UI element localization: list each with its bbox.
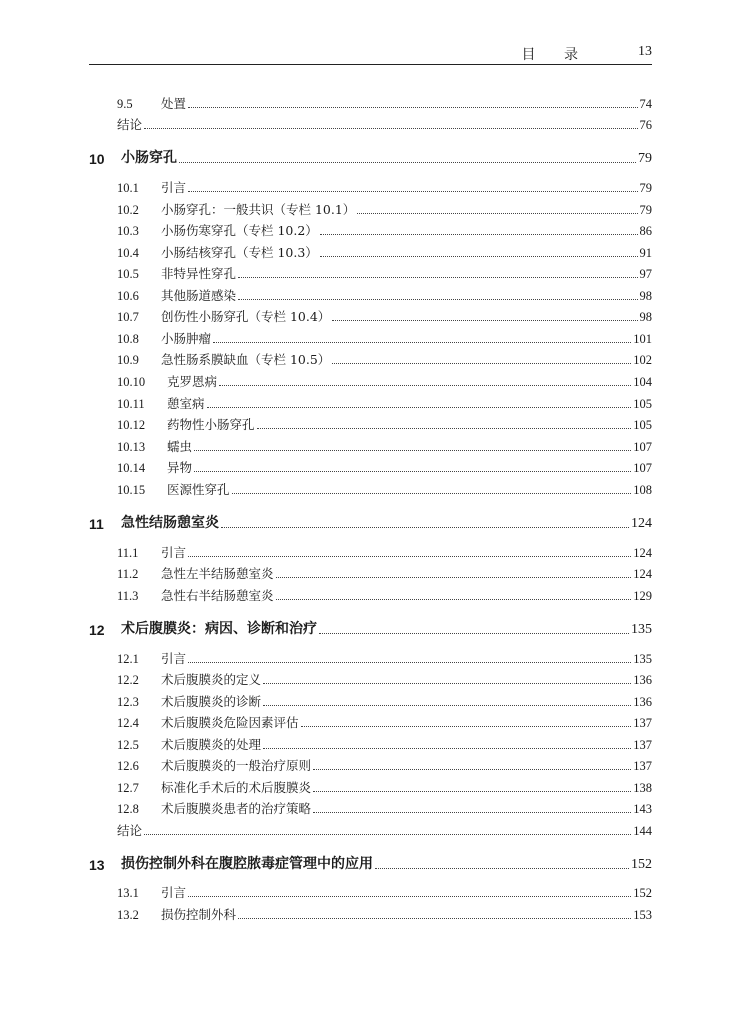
- toc-section-entry: [117, 456, 652, 476]
- toc-section-entry: [117, 690, 652, 710]
- entry-number: 10.5: [117, 267, 139, 281]
- entry-number: 12.4: [117, 716, 139, 730]
- entry-title: 术后腹膜炎的诊断: [161, 694, 262, 709]
- entry-number: 11.3: [117, 589, 139, 603]
- entry-page-number: 98: [639, 289, 652, 303]
- dot-leader: [313, 791, 631, 792]
- entry-title: 小肠肿瘤: [161, 331, 212, 346]
- entry-number: 10.3: [117, 224, 139, 238]
- entry-title: 克罗恩病: [167, 374, 218, 389]
- dot-leader: [276, 599, 632, 600]
- dot-leader: [188, 662, 631, 663]
- entry-number: 10.10: [117, 375, 146, 389]
- entry-number: 12: [89, 622, 105, 638]
- entry-title: 非特异性穿孔: [161, 266, 237, 281]
- entry-page-number: 144: [633, 824, 652, 838]
- dot-leader: [188, 556, 631, 557]
- entry-title: 异物: [167, 460, 193, 475]
- entry-number: 13: [89, 857, 105, 873]
- entry-title: 引言: [161, 651, 187, 666]
- entry-page-number: 143: [633, 802, 652, 816]
- entry-title: 术后腹膜炎危险因素评估: [161, 715, 299, 730]
- entry-number: 10: [89, 151, 105, 167]
- entry-page-number: 124: [633, 567, 652, 581]
- entry-number: 10.13: [117, 440, 146, 454]
- dot-leader: [313, 769, 631, 770]
- dot-leader: [219, 385, 631, 386]
- entry-page-number: 152: [633, 886, 652, 900]
- entry-page-number: 136: [633, 695, 652, 709]
- entry-number: 10.7: [117, 310, 139, 324]
- toc-section-entry: [117, 219, 652, 239]
- entry-title: 憩室病: [167, 396, 205, 411]
- entry-page-number: 137: [633, 738, 652, 752]
- dot-leader: [320, 234, 638, 235]
- toc-chapter-entry: [89, 618, 652, 638]
- toc-section-entry: [117, 584, 652, 604]
- toc-section-entry: [117, 562, 652, 582]
- entry-title: 引言: [161, 885, 187, 900]
- dot-leader: [332, 320, 637, 321]
- entry-page-number: 98: [639, 310, 652, 324]
- dot-leader: [276, 577, 632, 578]
- toc-chapter-entry: [89, 512, 652, 532]
- toc-section-entry: [117, 541, 652, 561]
- header-page-number: 13: [638, 44, 652, 59]
- entry-number: 11: [89, 516, 104, 532]
- toc-section-entry: [117, 327, 652, 347]
- entry-title: 急性结肠憩室炎: [121, 514, 219, 530]
- dot-leader: [238, 299, 637, 300]
- entry-page-number: 74: [639, 97, 652, 111]
- entry-number: 12.6: [117, 759, 139, 773]
- entry-page-number: 97: [639, 267, 652, 281]
- toc-section-entry: [117, 647, 652, 667]
- dot-leader: [263, 705, 631, 706]
- entry-title: 蠕虫: [167, 439, 193, 454]
- entry-number: 11.1: [117, 546, 139, 560]
- entry-number: 10.9: [117, 353, 139, 367]
- entry-title: 引言: [161, 545, 187, 560]
- dot-leader: [332, 363, 631, 364]
- dot-leader: [194, 450, 631, 451]
- dot-leader: [221, 527, 629, 528]
- entry-number: 9.5: [117, 97, 133, 111]
- dot-leader: [194, 471, 631, 472]
- entry-title: 处置: [161, 96, 187, 111]
- dot-leader: [320, 256, 638, 257]
- entry-number: 13.1: [117, 886, 139, 900]
- dot-leader: [144, 834, 631, 835]
- dot-leader: [301, 726, 632, 727]
- toc-section-entry: [117, 241, 652, 261]
- toc-conclusion-entry: [117, 113, 652, 133]
- entry-title: 术后腹膜炎：病因、诊断和治疗: [121, 620, 317, 636]
- toc-section-entry: [117, 392, 652, 412]
- entry-title: 结论: [117, 823, 143, 838]
- dot-leader: [319, 633, 629, 634]
- entry-page-number: 152: [631, 857, 652, 872]
- entry-title: 损伤控制外科: [161, 907, 237, 922]
- entry-number: 12.7: [117, 781, 139, 795]
- dot-leader: [144, 128, 637, 129]
- toc-section-entry: [117, 733, 652, 753]
- entry-number: 10.2: [117, 203, 139, 217]
- toc-section-entry: [117, 903, 652, 923]
- entry-number: 12.1: [117, 652, 139, 666]
- toc-chapter-entry: [89, 147, 652, 167]
- entry-number: 10.11: [117, 397, 145, 411]
- entry-number: 10.14: [117, 461, 146, 475]
- dot-leader: [375, 868, 629, 869]
- toc-section-entry: [117, 92, 652, 112]
- entry-title: 小肠穿孔: [121, 149, 177, 165]
- toc-chapter-entry: [89, 853, 652, 873]
- entry-number: 12.8: [117, 802, 139, 816]
- entry-page-number: 79: [639, 181, 652, 195]
- entry-page-number: 76: [639, 118, 652, 132]
- toc-section-entry: [117, 668, 652, 688]
- entry-page-number: 107: [633, 440, 652, 454]
- toc-section-entry: [117, 348, 652, 368]
- entry-title: 药物性小肠穿孔: [167, 417, 255, 432]
- entry-page-number: 129: [633, 589, 652, 603]
- entry-number: 13.2: [117, 908, 139, 922]
- entry-title: 小肠结核穿孔（专栏 10.3）: [161, 245, 318, 260]
- entry-page-number: 124: [633, 546, 652, 560]
- dot-leader: [263, 748, 631, 749]
- toc-section-entry: [117, 776, 652, 796]
- toc-section-entry: [117, 370, 652, 390]
- entry-page-number: 105: [633, 418, 652, 432]
- entry-title: 医源性穿孔: [167, 482, 230, 497]
- entry-title: 创伤性小肠穿孔（专栏 10.4）: [161, 309, 331, 324]
- entry-title: 术后腹膜炎的定义: [161, 672, 262, 687]
- dot-leader: [213, 342, 631, 343]
- dot-leader: [238, 277, 637, 278]
- dot-leader: [238, 918, 631, 919]
- entry-title: 急性左半结肠憩室炎: [161, 566, 274, 581]
- dot-leader: [207, 407, 632, 408]
- entry-page-number: 138: [633, 781, 652, 795]
- toc-section-entry: [117, 198, 652, 218]
- dot-leader: [232, 493, 632, 494]
- toc-section-entry: [117, 305, 652, 325]
- dot-leader: [188, 107, 637, 108]
- entry-page-number: 153: [633, 908, 652, 922]
- dot-leader: [357, 213, 637, 214]
- entry-number: 10.6: [117, 289, 139, 303]
- entry-page-number: 108: [633, 483, 652, 497]
- entry-title: 结论: [117, 117, 143, 132]
- toc-section-entry: [117, 262, 652, 282]
- entry-page-number: 79: [639, 203, 652, 217]
- toc-section-entry: [117, 881, 652, 901]
- entry-title: 急性右半结肠憩室炎: [161, 588, 274, 603]
- header-title: 目 录: [521, 47, 590, 63]
- entry-page-number: 135: [633, 652, 652, 666]
- entry-title: 小肠伤寒穿孔（专栏 10.2）: [161, 223, 318, 238]
- entry-page-number: 105: [633, 397, 652, 411]
- entry-page-number: 137: [633, 716, 652, 730]
- toc-section-entry: [117, 176, 652, 196]
- entry-title: 标准化手术后的术后腹膜炎: [161, 780, 312, 795]
- dot-leader: [313, 812, 631, 813]
- toc-section-entry: [117, 711, 652, 731]
- entry-number: 12.5: [117, 738, 139, 752]
- entry-number: 12.3: [117, 695, 139, 709]
- entry-page-number: 79: [638, 151, 652, 166]
- dot-leader: [188, 896, 631, 897]
- toc-section-entry: [117, 754, 652, 774]
- toc-section-entry: [117, 435, 652, 455]
- dot-leader: [188, 191, 637, 192]
- entry-title: 术后腹膜炎的处理: [161, 737, 262, 752]
- entry-page-number: 135: [631, 622, 652, 637]
- entry-number: 10.15: [117, 483, 146, 497]
- toc-section-entry: [117, 478, 652, 498]
- entry-number: 10.8: [117, 332, 139, 346]
- entry-title: 其他肠道感染: [161, 288, 237, 303]
- dot-leader: [257, 428, 632, 429]
- entry-page-number: 91: [639, 246, 652, 260]
- entry-page-number: 102: [633, 353, 652, 367]
- entry-title: 术后腹膜炎的一般治疗原则: [161, 758, 312, 773]
- entry-number: 10.12: [117, 418, 146, 432]
- entry-number: 11.2: [117, 567, 139, 581]
- entry-number: 12.2: [117, 673, 139, 687]
- entry-page-number: 137: [633, 759, 652, 773]
- entry-title: 急性肠系膜缺血（专栏 10.5）: [161, 352, 331, 367]
- entry-number: 10.1: [117, 181, 139, 195]
- entry-number: 10.4: [117, 246, 139, 260]
- entry-title: 损伤控制外科在腹腔脓毒症管理中的应用: [121, 855, 373, 871]
- entry-page-number: 136: [633, 673, 652, 687]
- entry-page-number: 124: [631, 516, 652, 531]
- toc-conclusion-entry: [117, 819, 652, 839]
- entry-title: 术后腹膜炎患者的治疗策略: [161, 801, 312, 816]
- entry-page-number: 107: [633, 461, 652, 475]
- entry-page-number: 104: [633, 375, 652, 389]
- entry-page-number: 101: [633, 332, 652, 346]
- toc-section-entry: [117, 797, 652, 817]
- dot-leader: [179, 162, 636, 163]
- entry-title: 引言: [161, 180, 187, 195]
- running-header: [89, 40, 652, 65]
- entry-page-number: 86: [639, 224, 652, 238]
- entry-title: 小肠穿孔：一般共识（专栏 10.1）: [161, 202, 356, 217]
- dot-leader: [263, 683, 631, 684]
- toc-section-entry: [117, 284, 652, 304]
- toc-section-entry: [117, 413, 652, 433]
